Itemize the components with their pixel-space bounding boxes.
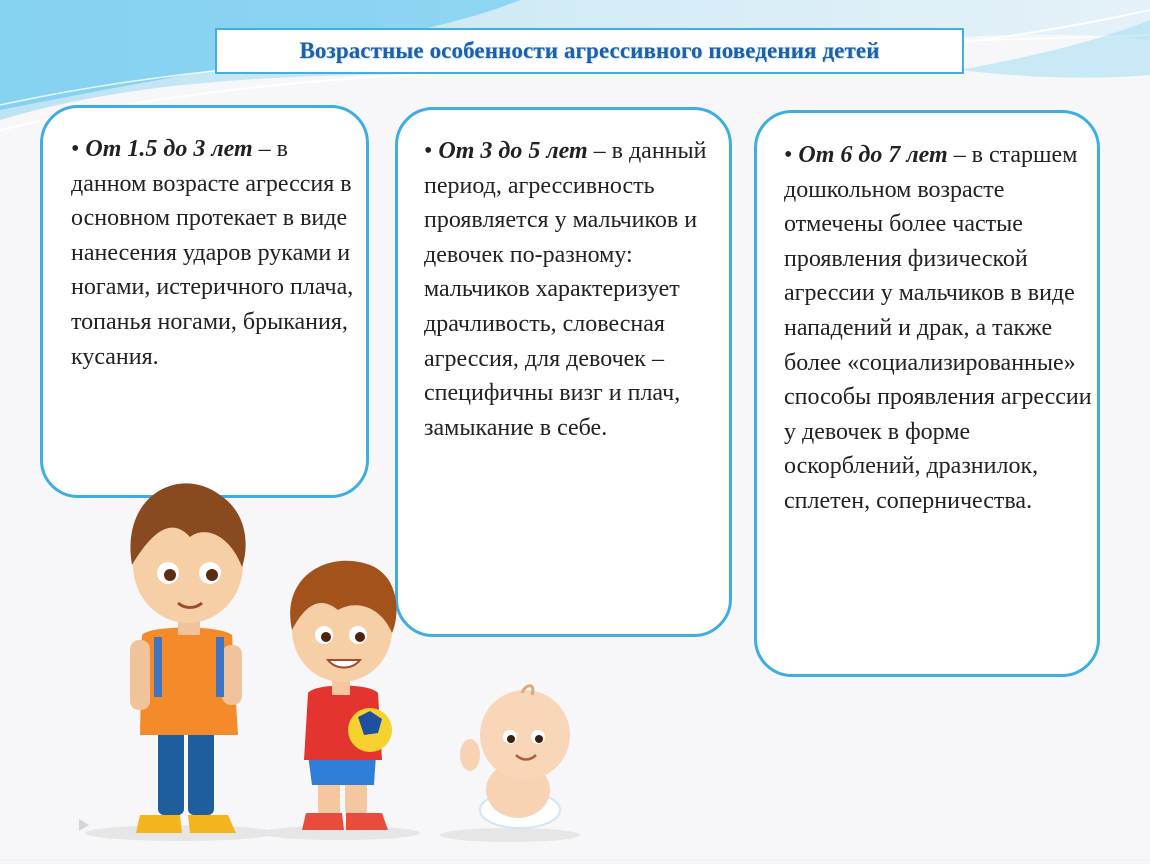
- card-text: [424, 134, 724, 445]
- play-arrow-icon: [78, 818, 90, 832]
- dash: –: [252, 136, 277, 162]
- card-heading: От 3 до 5 лет: [438, 138, 588, 164]
- children-illustration: [70, 455, 610, 855]
- dash: –: [587, 138, 612, 164]
- title-box: [215, 28, 964, 74]
- bullet: •: [424, 138, 433, 164]
- card-body: в данный период, агрессивность проявляется у мальчиков и девочек по-разному: мальчиков характеризует драчливость, словесная агрессия, для девочек – специфичны визг и плач, замыкание в себе.: [424, 138, 707, 441]
- bullet: •: [784, 142, 793, 168]
- age-card-3: [754, 110, 1100, 677]
- card-text: [784, 138, 1094, 519]
- age-card-1: [40, 105, 369, 498]
- bullet: •: [71, 136, 80, 162]
- older-boy-figure: [130, 483, 246, 833]
- dash: –: [947, 142, 972, 168]
- card-heading: От 6 до 7 лет: [798, 142, 948, 168]
- card-body: в данном возрасте агрессия в основном протекает в виде нанесения ударов руками и ногами, истеричного плача, топанья ногами, брыкания, кусания.: [71, 136, 354, 370]
- baby-figure: [460, 686, 570, 828]
- card-body: в старшем дошкольном возрасте отмечены более частые проявления физической агрессии у мальчиков в виде нападений и драк, а также более «социализированные» способы проявления агрессии у девочек в форме оскорблений, дразнилок, сплетен, соперничества.: [784, 142, 1092, 514]
- middle-boy-figure: [290, 561, 396, 830]
- card-text: [71, 132, 361, 374]
- page-title: Возрастные особенности агрессивного поведения детей: [299, 38, 880, 63]
- card-heading: От 1.5 до 3 лет: [85, 136, 253, 162]
